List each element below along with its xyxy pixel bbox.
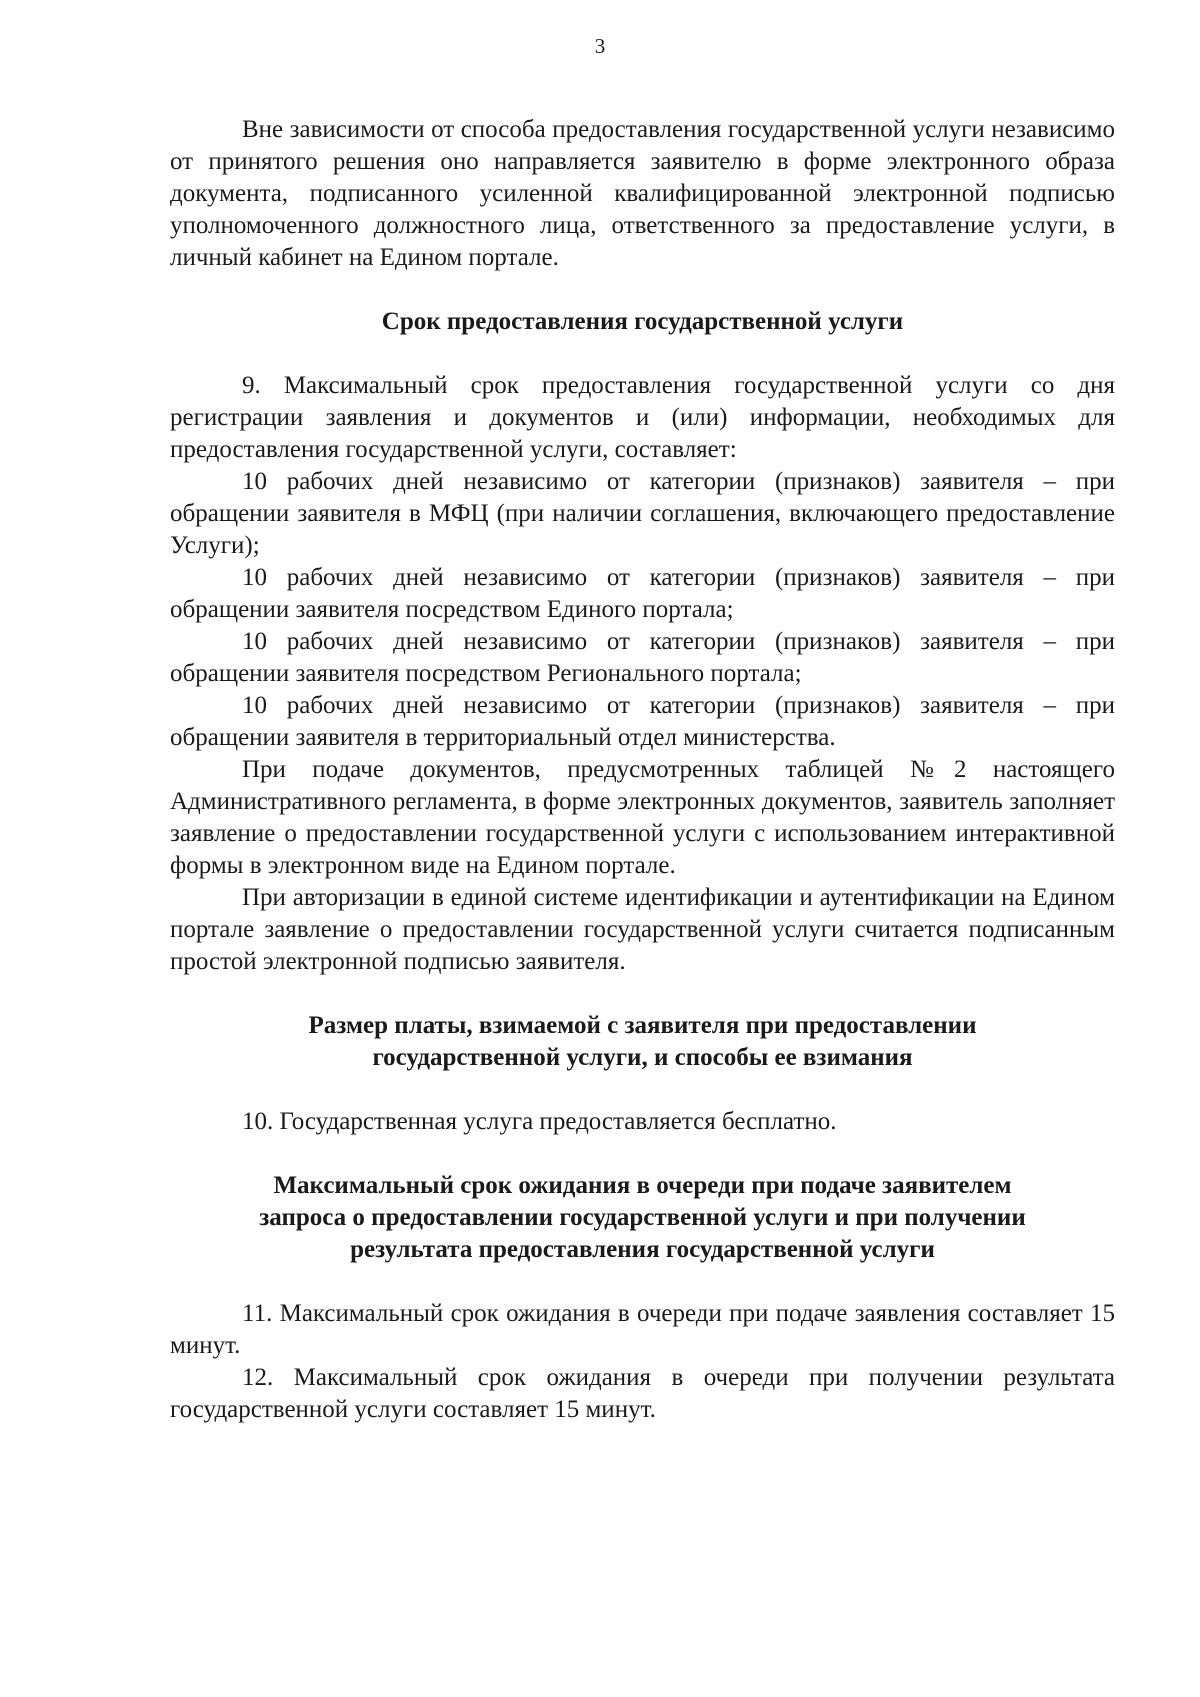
page-number: 3 bbox=[594, 34, 606, 58]
paragraph-item-12: 12. Максимальный срок ожидания в очереди при получении результата государственной услуги составляет 15 минут. bbox=[170, 1364, 1115, 1423]
heading-fee-line1: Размер платы, взимаемой с заявителя при предоставлении bbox=[308, 1012, 977, 1039]
heading-queue-line3: результата предоставления государственной услуги bbox=[350, 1236, 935, 1263]
heading-service-term: Срок предоставления государственной услуги bbox=[381, 308, 904, 335]
paragraph-term-territorial-department: 10 рабочих дней независимо от категории (признаков) заявителя – при обращении заявителя в территориальный отдел министерства. bbox=[170, 692, 1115, 751]
paragraph-item-9: 9. Максимальный срок предоставления государственной услуги со дня регистрации заявления и документов и (или) информации, необходимых для предоставления государственной услуги, составляет: bbox=[170, 372, 1115, 463]
paragraph-term-unified-portal: 10 рабочих дней независимо от категории (признаков) заявителя – при обращении заявителя посредством Единого портала; bbox=[170, 564, 1115, 623]
paragraph-authorization: При авторизации в единой системе идентификации и аутентификации на Едином портале заявление о предоставлении государственной услуги считается подписанным простой электронной подписью заявителя. bbox=[170, 884, 1115, 975]
heading-fee-line2: государственной услуги, и способы ее взимания bbox=[372, 1044, 913, 1071]
heading-queue-line2: запроса о предоставлении государственной услуги и при получении bbox=[259, 1204, 1026, 1231]
paragraph-electronic-submission: При подаче документов, предусмотренных таблицей №2 настоящего Административного регламента, в форме электронных документов, заявитель заполняет заявление о предоставлении государственной услуги с использованием интерактивной формы в электронном виде на Едином портале. bbox=[170, 756, 1115, 879]
paragraph-term-regional-portal: 10 рабочих дней независимо от категории (признаков) заявителя – при обращении заявителя посредством Регионального портала; bbox=[170, 628, 1115, 687]
document-body bbox=[170, 114, 1115, 1426]
paragraph-term-mfc: 10 рабочих дней независимо от категории (признаков) заявителя – при обращении заявителя в МФЦ (при наличии соглашения, включающего предоставление Услуги); bbox=[170, 468, 1115, 559]
paragraph-item-10: 10. Государственная услуга предоставляется бесплатно. bbox=[242, 1108, 837, 1135]
heading-fee bbox=[170, 1010, 1115, 1074]
heading-queue-time bbox=[170, 1170, 1115, 1266]
heading-queue-line1: Максимальный срок ожидания в очереди при подаче заявителем bbox=[273, 1172, 1012, 1199]
paragraph-intro: Вне зависимости от способа предоставления государственной услуги независимо от принятого решения оно направляется заявителю в форме электронного образа документа, подписанного усиленной квалифицированной электронной подписью уполномоченного должностного лица, ответственного за предоставление услуги, в личный кабинет на Едином портале. bbox=[170, 116, 1115, 271]
paragraph-item-11: 11. Максимальный срок ожидания в очереди при подаче заявления составляет 15 минут. bbox=[170, 1300, 1115, 1359]
